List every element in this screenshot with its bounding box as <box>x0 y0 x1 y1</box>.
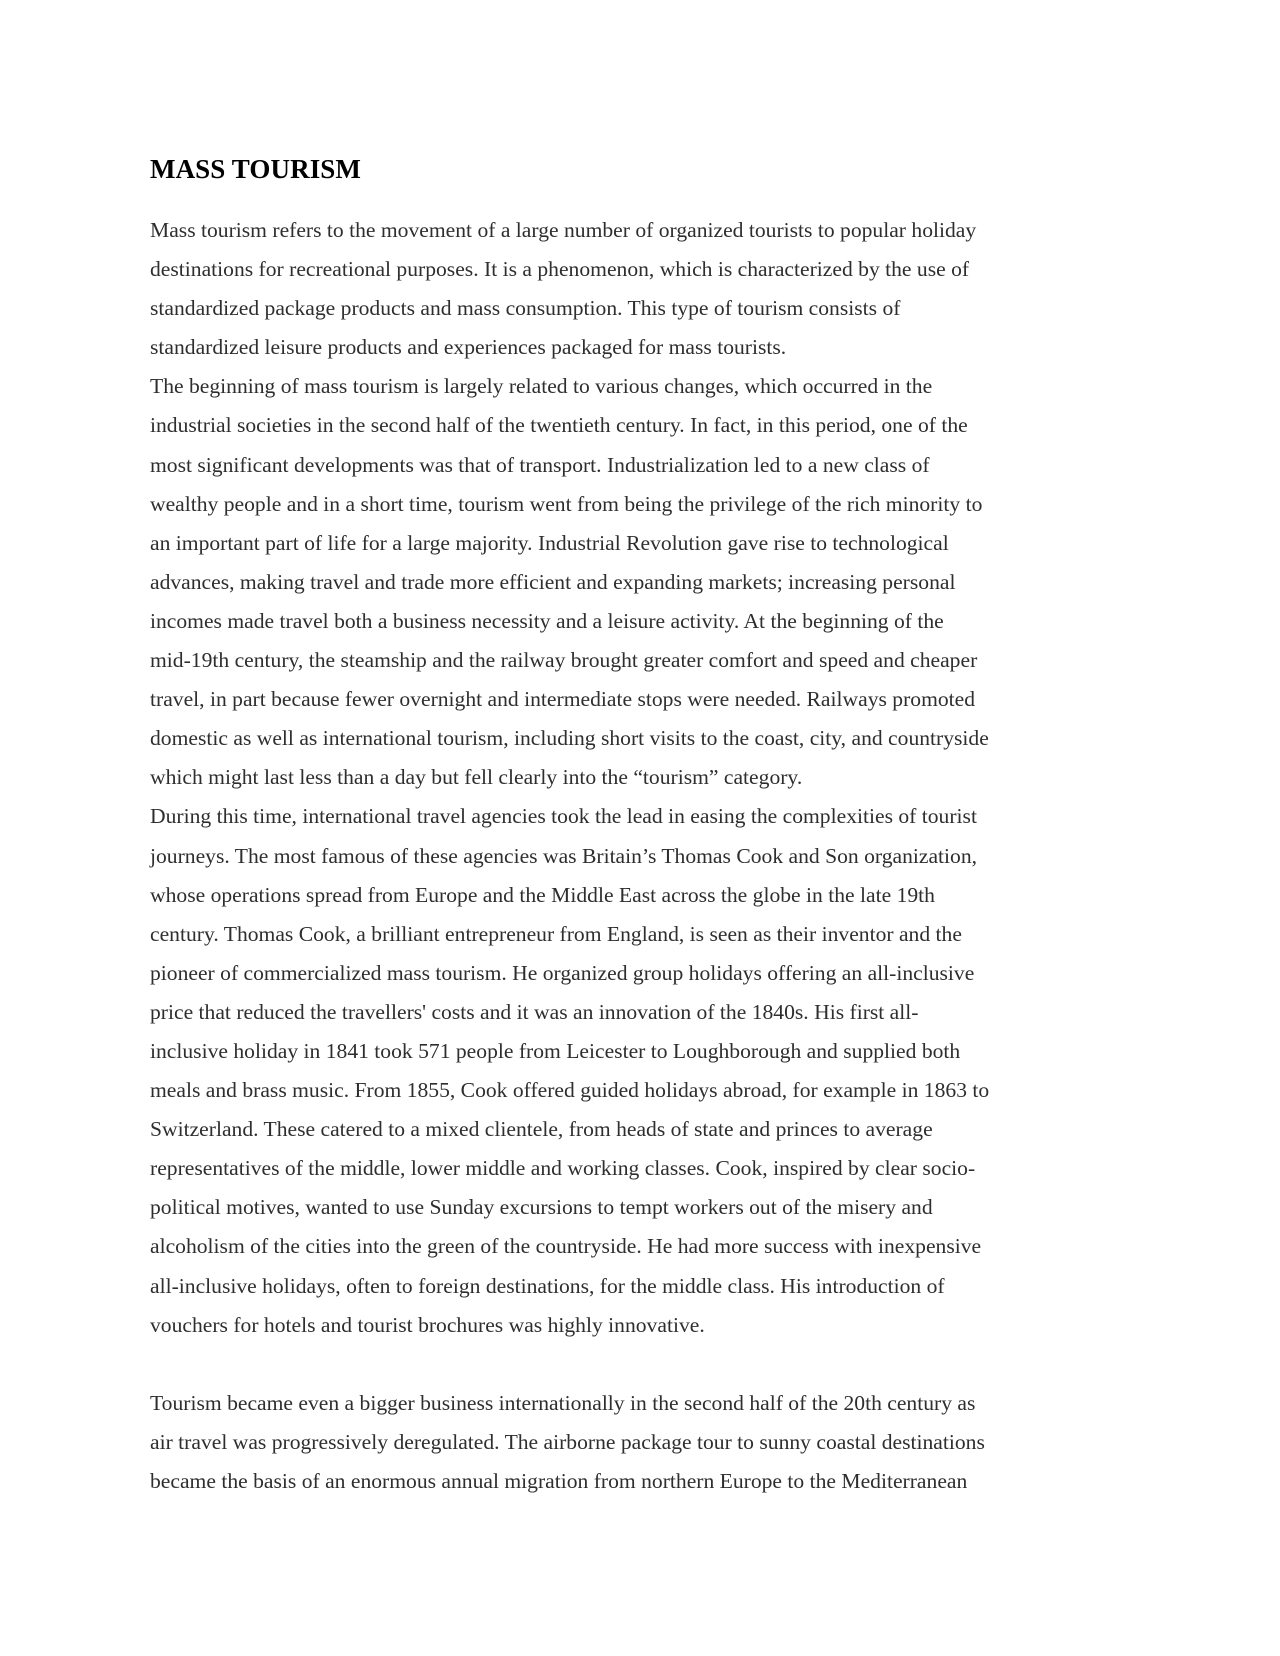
text-line: price that reduced the travellers' costs and it was an innovation of the 1840s. His first all- <box>150 999 919 1024</box>
text-line: wealthy people and in a short time, tourism went from being the privilege of the rich minority to <box>150 491 983 516</box>
text-line: all-inclusive holidays, often to foreign destinations, for the middle class. His introduction of <box>150 1273 945 1298</box>
text-line: political motives, wanted to use Sunday excursions to tempt workers out of the misery and <box>150 1195 933 1220</box>
paragraph-spacer <box>150 1345 1150 1384</box>
document-body <box>150 211 1150 1501</box>
text-line: standardized leisure products and experiences packaged for mass tourists. <box>150 335 787 360</box>
text-line: most significant developments was that of transport. Industrialization led to a new class of <box>150 452 930 477</box>
text-line: Switzerland. These catered to a mixed clientele, from heads of state and princes to average <box>150 1117 933 1142</box>
text-line: industrial societies in the second half of the twentieth century. In fact, in this period, one of the <box>150 413 968 438</box>
text-line: Tourism became even a bigger business internationally in the second half of the 20th century as <box>150 1390 976 1415</box>
text-line: an important part of life for a large majority. Industrial Revolution gave rise to technological <box>150 530 949 555</box>
text-line: destinations for recreational purposes. It is a phenomenon, which is characterized by the use of <box>150 257 970 282</box>
text-line: which might last less than a day but fell clearly into the “tourism” category. <box>150 765 803 790</box>
text-line: The beginning of mass tourism is largely related to various changes, which occurred in the <box>150 374 933 399</box>
paragraph-beginning <box>150 367 1150 797</box>
text-line: whose operations spread from Europe and the Middle East across the globe in the late 19th <box>150 882 935 907</box>
text-line: became the basis of an enormous annual migration from northern Europe to the Mediterranean <box>150 1469 968 1493</box>
text-line: representatives of the middle, lower middle and working classes. Cook, inspired by clear socio- <box>150 1156 976 1181</box>
paragraph-travel-agencies <box>150 797 1150 1344</box>
text-line: During this time, international travel agencies took the lead in easing the complexities of tourist <box>150 804 977 829</box>
text-line: century. Thomas Cook, a brilliant entrepreneur from England, is seen as their inventor and the <box>150 921 962 946</box>
text-line: mid-19th century, the steamship and the railway brought greater comfort and speed and cheaper <box>150 648 978 673</box>
text-line: inclusive holiday in 1841 took 571 people from Leicester to Loughborough and supplied both <box>150 1038 961 1063</box>
text-line: pioneer of commercialized mass tourism. He organized group holidays offering an all-inclusive <box>150 960 975 985</box>
text-line: domestic as well as international tourism, including short visits to the coast, city, and countryside <box>150 726 989 751</box>
document-content <box>150 150 1150 1501</box>
text-line: incomes made travel both a business necessity and a leisure activity. At the beginning of the <box>150 608 944 633</box>
paragraph-definition <box>150 211 1150 367</box>
text-line: alcoholism of the cities into the green of the countryside. He had more success with inexpensive <box>150 1234 982 1259</box>
document-title: MASS TOURISM <box>150 154 362 184</box>
text-line: Mass tourism refers to the movement of a large number of organized tourists to popular holiday <box>150 218 977 242</box>
text-line: advances, making travel and trade more efficient and expanding markets; increasing personal <box>150 569 956 594</box>
text-line: air travel was progressively deregulated. The airborne package tour to sunny coastal destinations <box>150 1429 985 1454</box>
text-line: travel, in part because fewer overnight and intermediate stops were needed. Railways promoted <box>150 687 976 712</box>
text-line: vouchers for hotels and tourist brochures was highly innovative. <box>150 1312 705 1337</box>
text-line: standardized package products and mass consumption. This type of tourism consists of <box>150 296 901 321</box>
text-line: meals and brass music. From 1855, Cook offered guided holidays abroad, for example in 1863 to <box>150 1078 990 1103</box>
paragraph-twentieth-century <box>150 1384 1150 1501</box>
text-line: journeys. The most famous of these agencies was Britain’s Thomas Cook and Son organization, <box>150 843 978 868</box>
